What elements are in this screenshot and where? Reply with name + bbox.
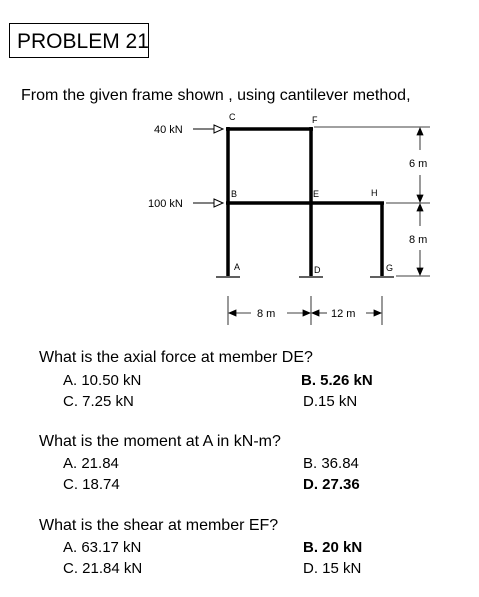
q3-option-b: B. 20 kN [303, 539, 363, 556]
load-arrows [193, 125, 223, 207]
q1-option-a: A. 10.50 kN [63, 372, 142, 389]
q2-option-c: C. 18.74 [63, 476, 120, 493]
dim-8m-vertical: 8 m [409, 234, 428, 246]
horizontal-dimensions [228, 296, 382, 325]
q1-option-c: C. 7.25 kN [63, 393, 134, 410]
joint-a: A [234, 262, 241, 272]
q1-option-d: D.15 kN [303, 393, 358, 410]
joint-e: E [313, 189, 320, 199]
q3-option-a: A. 63.17 kN [63, 539, 142, 556]
joint-h: H [371, 188, 378, 198]
dim-8m: 8 m [257, 308, 276, 320]
question-1-text: What is the axial force at member DE? [39, 349, 313, 366]
joint-g: G [386, 263, 394, 273]
question-2-text: What is the moment at A in kN-m? [39, 433, 281, 450]
joint-c: C [229, 112, 236, 122]
joint-d: D [314, 265, 321, 275]
frame-members [226, 127, 384, 276]
load-label-100: 100 kN [148, 198, 183, 210]
load-label-40: 40 kN [154, 124, 183, 136]
joint-b: B [231, 189, 238, 199]
intro-text: From the given frame shown , using cantilever method, [21, 87, 411, 104]
joint-f: F [312, 115, 318, 125]
q3-option-d: D. 15 kN [303, 560, 362, 577]
q3-option-c: C. 21.84 kN [63, 560, 143, 577]
q2-option-d: D. 27.36 [303, 476, 360, 493]
q2-option-b: B. 36.84 [303, 455, 359, 472]
dim-6m: 6 m [409, 158, 428, 170]
question-3-text: What is the shear at member EF? [39, 517, 279, 534]
problem-title: PROBLEM 21 [17, 30, 149, 53]
dim-12m: 12 m [331, 308, 356, 320]
q1-option-b: B. 5.26 kN [301, 372, 373, 389]
q2-option-a: A. 21.84 [63, 455, 119, 472]
